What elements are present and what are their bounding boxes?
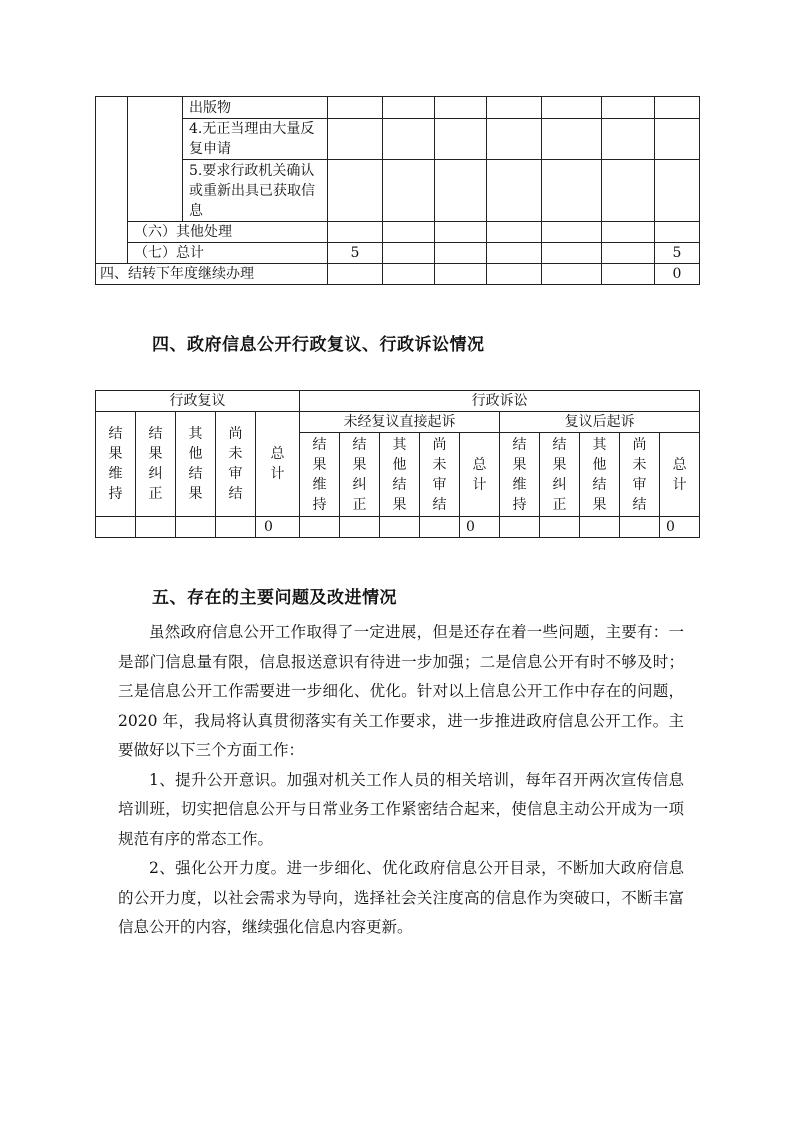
- row-label: （六）其他处理: [128, 222, 328, 243]
- col-label: 尚未审结: [228, 426, 243, 502]
- col-label: 总计: [672, 456, 687, 493]
- table-row: [96, 97, 700, 119]
- section-heading: 四、政府信息公开行政复议、行政诉讼情况: [152, 335, 485, 355]
- header-admin-litigation: 行政诉讼: [300, 391, 700, 412]
- col-label: 结果维持: [312, 436, 327, 513]
- review-total: 0: [256, 517, 300, 538]
- col-label: 其他结果: [188, 426, 203, 502]
- header-after-review-suit: 复议后起诉: [500, 412, 700, 433]
- col-label: 结果维持: [108, 426, 123, 502]
- table-row: [96, 517, 700, 538]
- col-label: 尚未审结: [632, 436, 647, 513]
- table-row: [96, 264, 700, 285]
- header-direct-suit: 未经复议直接起诉: [300, 412, 500, 433]
- row-label: 四、结转下年度继续办理: [96, 264, 328, 285]
- row-label: 5.要求行政机关确认或重新出具已获取信息: [183, 160, 328, 222]
- table-row: [96, 243, 700, 264]
- direct-total: 0: [460, 517, 500, 538]
- after-total: 0: [660, 517, 700, 538]
- col-label: 其他结果: [592, 436, 607, 513]
- col-label: 结果维持: [512, 436, 527, 513]
- col-label: 尚未审结: [432, 436, 447, 513]
- row-label: 4.无正当理由大量反复申请: [183, 119, 328, 160]
- cell-value: 5: [328, 243, 383, 264]
- header-admin-review: 行政复议: [96, 391, 300, 412]
- col-label: 其他结果: [392, 436, 407, 513]
- row-label: （七）总计: [128, 243, 328, 264]
- cell-total: 5: [655, 243, 700, 264]
- application-handling-table: [95, 96, 700, 285]
- paragraph: 1、提升公开意识。加强对机关工作人员的相关培训，每年召开两次宣传信息培训班，切实把信息公开与日常业务工作紧密结合起来，使信息主动公开成为一项规范有序的常态工作。: [118, 770, 684, 848]
- table-row: [96, 222, 700, 243]
- col-label: 结果纠正: [352, 436, 367, 513]
- section-heading: 五、存在的主要问题及改进情况: [152, 588, 397, 608]
- paragraph: 虽然政府信息公开工作取得了一定进展，但是还存在着一些问题，主要有：一是部门信息量有限，信息报送意识有待进一步加强；二是信息公开有时不够及时；三是信息公开工作需要进一步细化、优化。针对以上信息公开工作中存在的问题，2020 年，我局将认真贯彻落实有关工作要求，进一步推进政府信息公开工作。主要做好以下三个方面工作：: [118, 623, 684, 759]
- table-row: [96, 160, 700, 222]
- table-row: [96, 119, 700, 160]
- problems-body: [118, 618, 684, 943]
- col-label: 结果纠正: [552, 436, 567, 513]
- col-label: 总计: [270, 446, 285, 482]
- cell-total: 0: [655, 264, 700, 285]
- col-label: 总计: [472, 456, 487, 493]
- col-label: 结果纠正: [148, 426, 163, 502]
- paragraph: 2、强化公开力度。进一步细化、优化政府信息公开目录，不断加大政府信息的公开力度，以社会需求为导向，选择社会关注度高的信息作为突破口，不断丰富信息公开的内容，继续强化信息内容更新。: [118, 859, 684, 936]
- row-label: 出版物: [183, 97, 328, 119]
- review-litigation-table: [95, 390, 700, 538]
